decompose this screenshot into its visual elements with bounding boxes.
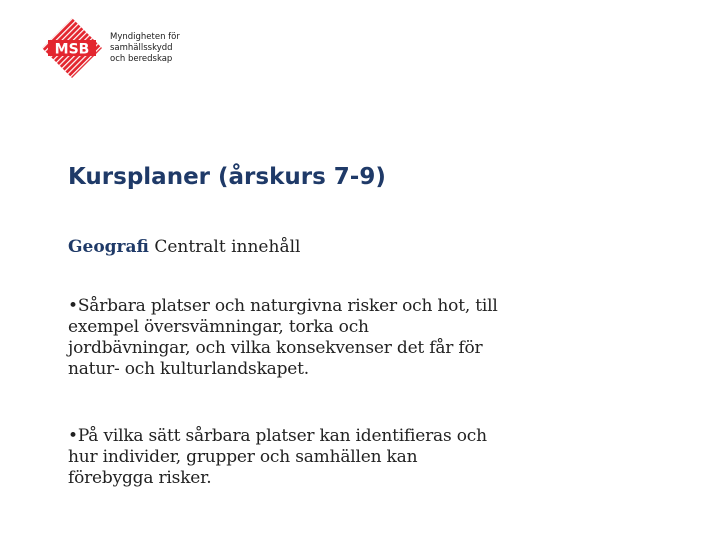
bullet-line: hur individer, grupper och samhällen kan: [68, 447, 418, 467]
logo-line: och beredskap: [110, 53, 173, 64]
logo-acronym: MSB: [54, 41, 90, 58]
bullet-item: [68, 296, 628, 380]
bullet-line: •Sårbara platser och naturgivna risker och hot, till: [68, 296, 498, 316]
subject-section: Centralt innehåll: [154, 237, 301, 257]
slide-title: Kursplaner (årskurs 7-9): [68, 164, 386, 190]
subject-name: Geografi: [68, 237, 149, 257]
bullet-line: •På vilka sätt sårbara platser kan identifieras och: [68, 426, 487, 446]
msb-logo: [40, 16, 180, 80]
bullet-line: jordbävningar, och vilka konsekvenser det får för: [68, 338, 483, 358]
bullet-line: exempel översvämningar, torka och: [68, 317, 369, 337]
bullet-line: förebygga risker.: [68, 468, 212, 488]
logo-line: samhällsskydd: [110, 42, 173, 53]
subject-heading: [68, 237, 300, 257]
logo-line: Myndigheten för: [110, 31, 180, 42]
bullet-item: [68, 426, 628, 489]
msb-emblem-icon: [40, 16, 104, 80]
logo-wordmark: [110, 32, 180, 65]
bullet-line: natur- och kulturlandskapet.: [68, 359, 309, 379]
